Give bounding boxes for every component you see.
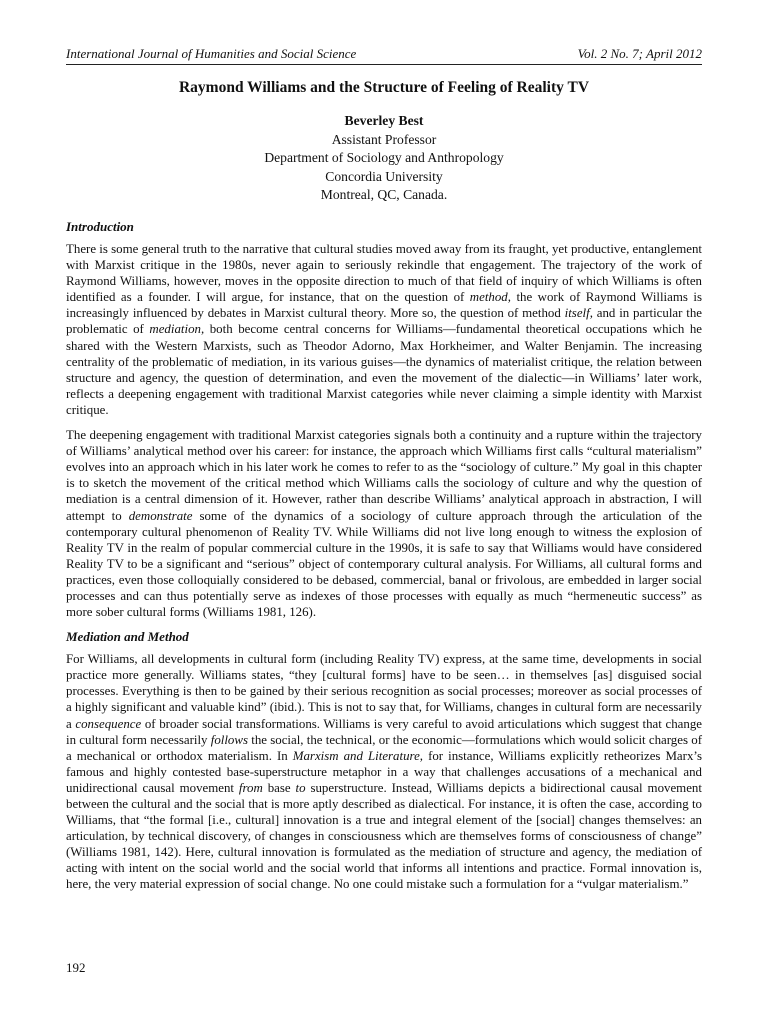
- emphasis: mediation,: [149, 322, 205, 337]
- text-run: There is some general truth to the narrative that cultural studies moved away from its fraught, yet productive, entanglement with Marxist critique in the 1980s, never again to seriously rekindle that engagement. The trajectory of the work of Raymond Williams, however, moves in the opposite direction to much of that field of inquiry of which Williams is often identified as a founder. I will argue, for instance, that on the question of: [66, 242, 702, 305]
- author-university: Concordia University: [325, 168, 443, 184]
- issue-info: Vol. 2 No. 7; April 2012: [577, 46, 702, 61]
- text-run: for instance, Williams explicitly retheorizes Marx’s famous and highly contested base-superstructure metaphor in a way that challenges accusations of a mechanical and unidirectional causal movement: [66, 748, 702, 795]
- paragraph: [66, 241, 702, 418]
- text-run: the social, the technical, or the economic—formulations which would solicit charges of a mechanical or orthodox materialism. In: [66, 732, 702, 763]
- article-title: Raymond Williams and the Structure of Feeling of Reality TV: [178, 79, 590, 96]
- page-number: 192: [66, 960, 86, 975]
- author-name: Beverley Best: [344, 113, 424, 128]
- emphasis: to: [295, 780, 306, 795]
- emphasis: Marxism and Literature,: [292, 748, 424, 763]
- text-run: of broader social transformations. Williams is very careful to avoid articulations which suggest that change in cultural form necessarily: [66, 716, 702, 747]
- text-run: The deepening engagement with traditional Marxist categories signals both a continuity and a rupture within the trajectory of Williams’ analytical method over his career: for instance, the approach which Williams first calls “cultural materialism” evolves into an approach which in his later work he comes to refer to as the “sociology of culture.” My goal in this chapter is to sketch the movement of the critical method which Williams calls the sociology of culture and why the question of mediation is a central dimension of it. However, rather than describe Williams’ analytical approach in abstraction, I will attempt to: [66, 428, 702, 523]
- emphasis: demonstrate: [128, 508, 193, 523]
- text-run: some of the dynamics of a sociology of culture approach through the articulation of the contemporary cultural phenomenon of Reality TV. While Williams did not live long enough to witness the explosion of Reality TV in the realm of popular commercial culture in the 1990s, it is safe to say that Williams would have considered Reality TV to be a significant and “serious” object of contemporary cultural analysis. For Williams, all cultural forms and practices, even those colloquially considered to be debased, commercial, banal or frivolous, are embedded in larger social processes and can thus potentially serve as indexes of those processes with equally as much “hermeneutic success” as more sober cultural forms (Williams 1981, 126).: [66, 508, 702, 620]
- text-run: and in particular the problematic of: [66, 306, 702, 337]
- article-body: [66, 219, 702, 902]
- text-run: superstructure. Instead, Williams depicts a bidirectional causal movement between the cultural and the social that is more aptly described as dialectical. For instance, it is often the case, according to Williams, that “the formal [i.e., cultural] innovation is a true and integral element of the [social] changes themselves: an articulation, by technical discovery, of changes in consciousness which are themselves forms of consciousness of change” (Williams 1981, 142). Here, cultural innovation is formulated as the mediation of structure and agency, the mediation of acting with intent on the social world and the social world that informs all intentions and practice. Formal innovation is, here, the very material expression of social change. No one could mistake such a formulation for a “vulgar materialism.”: [66, 780, 702, 892]
- author-block: [66, 112, 702, 205]
- paragraph: [66, 651, 702, 892]
- emphasis: from: [238, 780, 263, 795]
- emphasis: consequence: [75, 716, 142, 731]
- text-run: both become central concerns for Williams—fundamental theoretical occupations which he shared with the Western Marxists, such as Theodor Adorno, Max Horkheimer, and Walter Benjamin. The increasing centrality of the problematic of mediation, in its various guises—the dynamics of materialist critique, the relation between structure and agency, the question of determination, and even the movement of the dialectic—in Williams’ later work, reflects a deepening engagement with traditional Marxist categories while never claiming a simple identity with Marxist critique.: [66, 322, 702, 417]
- section-heading-mediation-and-method: Mediation and Method: [66, 629, 189, 645]
- emphasis: follows: [210, 732, 248, 747]
- text-run: For Williams, all developments in cultural form (including Reality TV) express, at the same time, developments in social practice more generally. Williams states, “they [cultural forms] have to be seen… in themselves [as] disguised social processes. Everything is then to be gained by their serious recognition as social processes; moreover as social processes of a highly significant and valuable kind” (ibid.). This is not to say that, for Williams, changes in cultural form are necessarily a: [66, 652, 702, 731]
- journal-name: International Journal of Humanities and Social Science: [66, 46, 357, 61]
- text-run: base: [267, 780, 291, 795]
- text-run: the work of Raymond Williams is increasingly influenced by debates in Marxist cultural theory. More so, the question of method: [66, 290, 702, 321]
- running-header: [66, 46, 702, 62]
- author-department: Department of Sociology and Anthropology: [264, 150, 504, 165]
- header-rule: [66, 64, 702, 65]
- emphasis: itself,: [564, 306, 593, 321]
- emphasis: method,: [469, 290, 511, 305]
- author-position: Assistant Professor: [331, 131, 437, 147]
- author-location: Montreal, QC, Canada.: [320, 187, 448, 202]
- section-heading-introduction: Introduction: [66, 219, 134, 234]
- paragraph: [66, 427, 702, 620]
